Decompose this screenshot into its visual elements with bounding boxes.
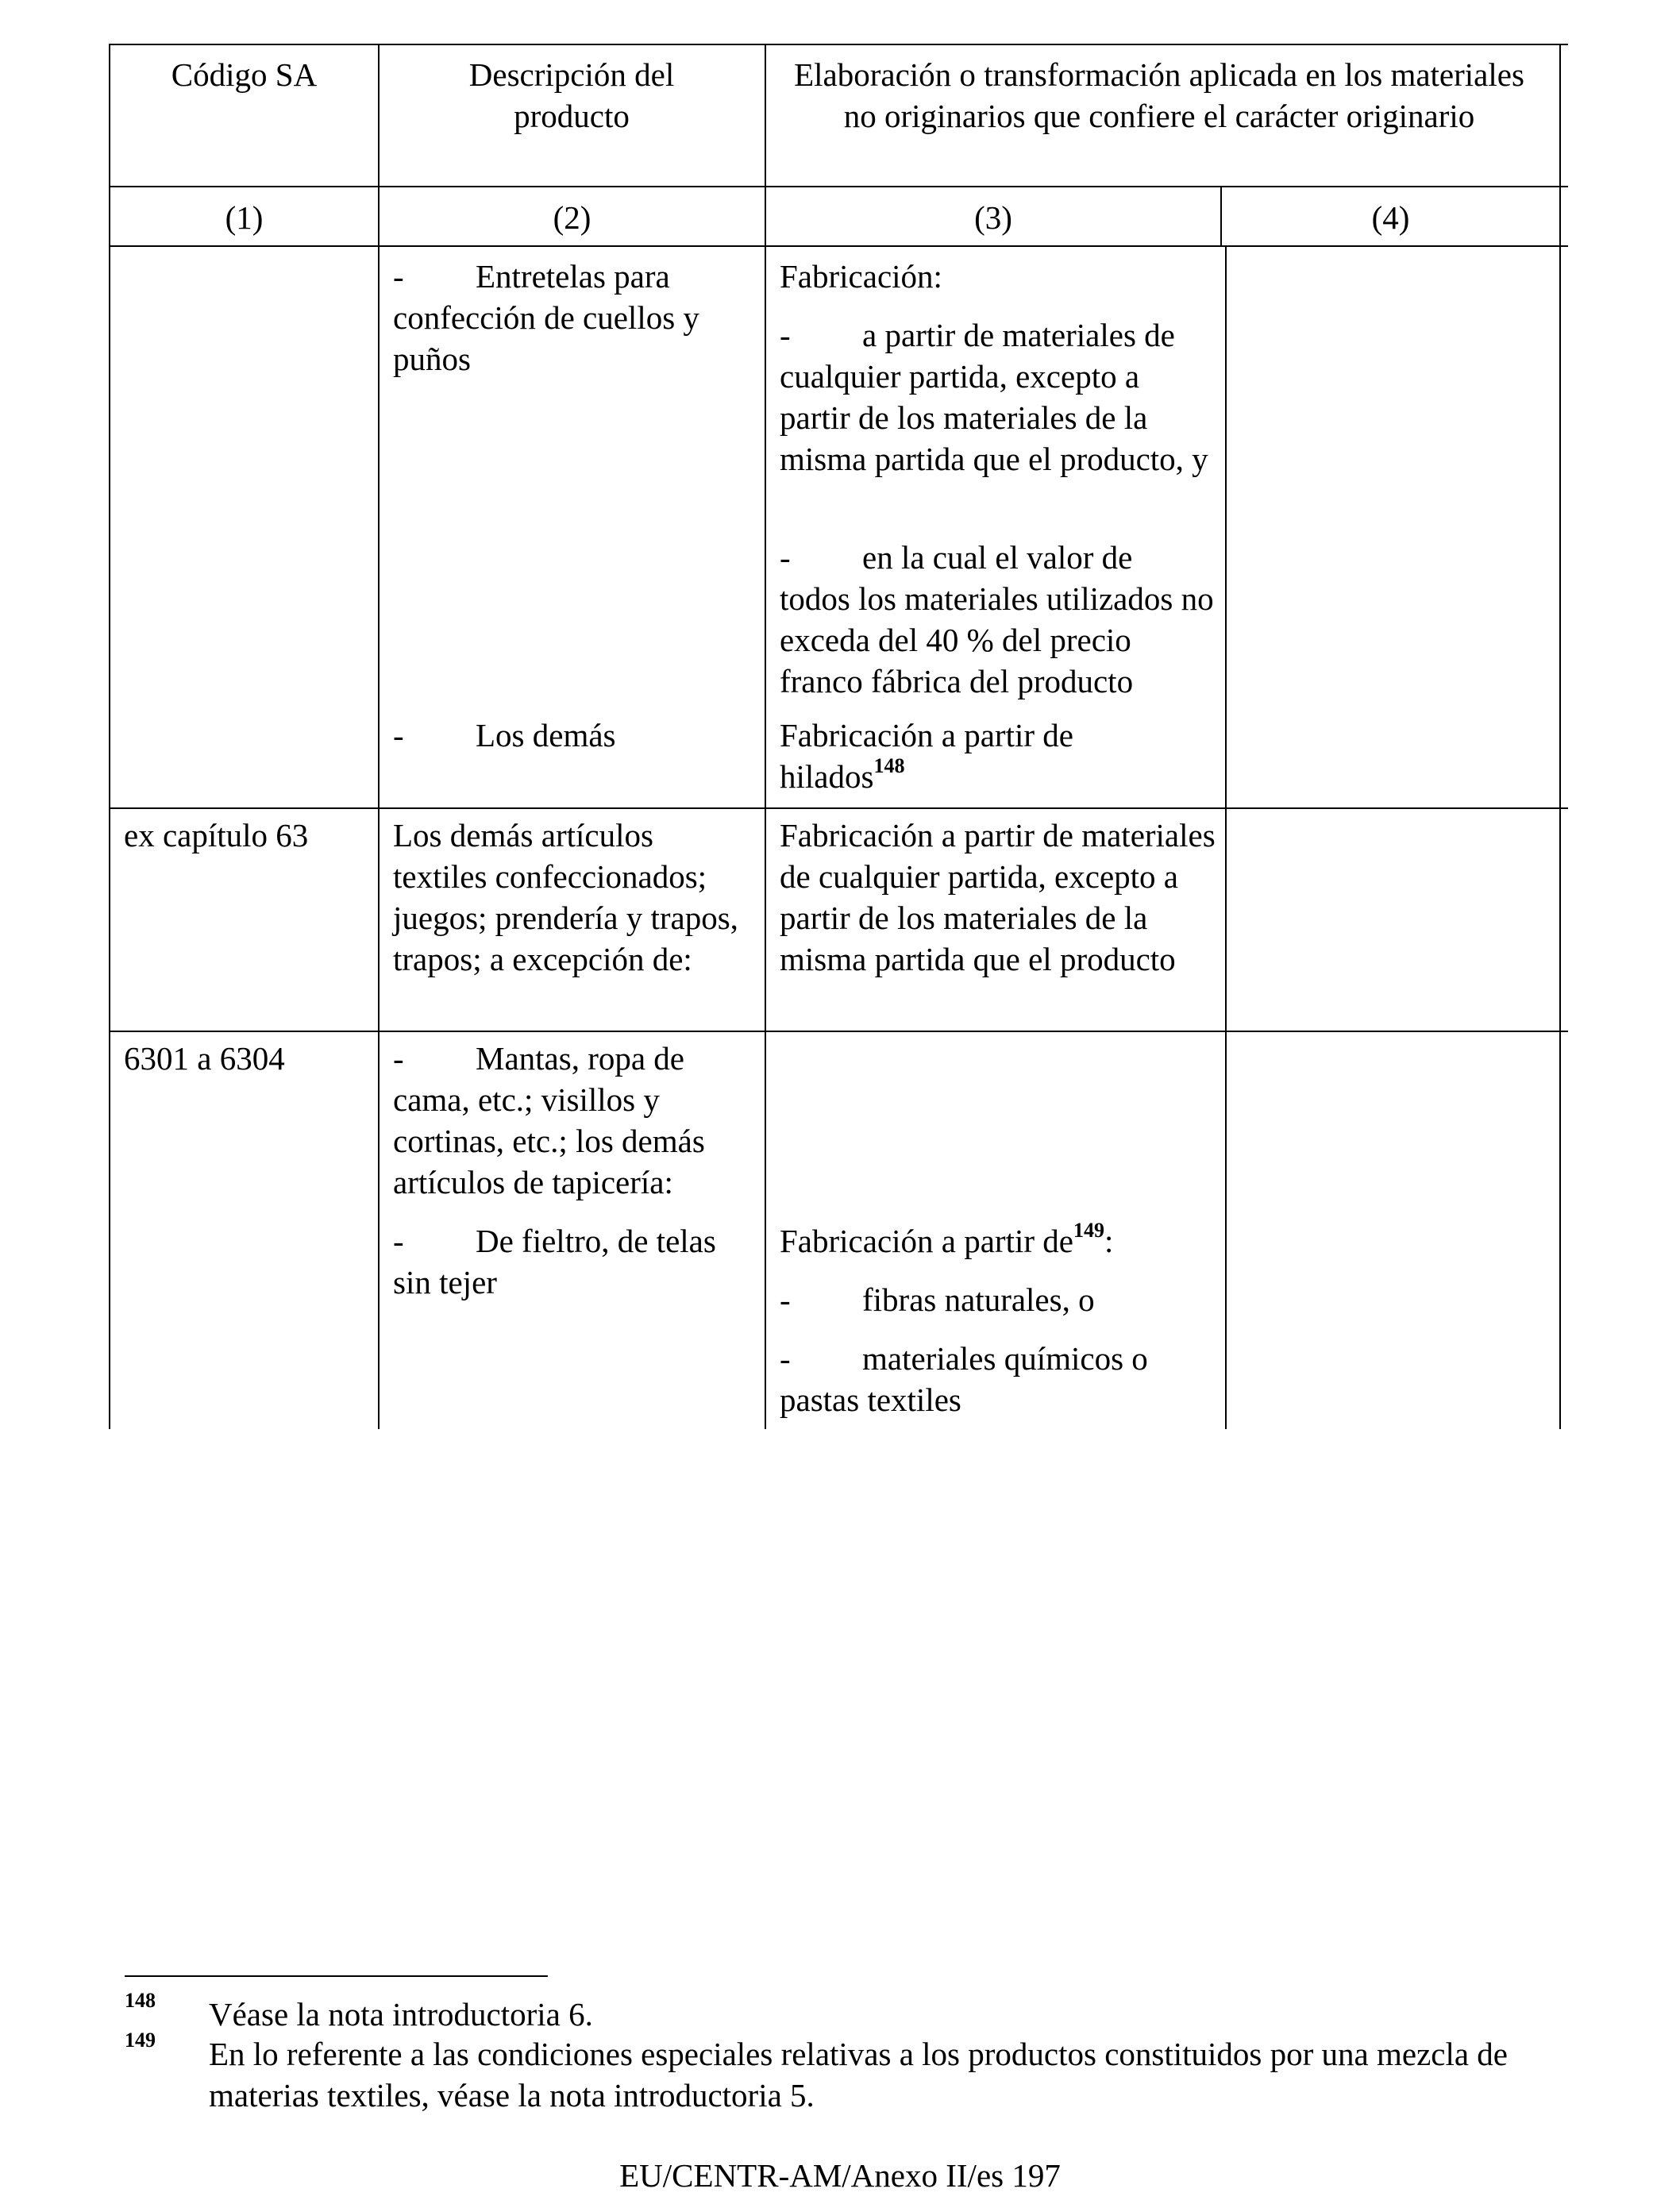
row3-desc-fieltro: - De fieltro, de telas sin tejer bbox=[393, 1220, 750, 1303]
header-elaboracion: Elaboración o transformación aplicada en los materiales no originarios que confiere el carácter originario bbox=[794, 56, 1524, 134]
row1-proc-fabricacion: Fabricación: bbox=[780, 258, 942, 295]
header-bottom-border bbox=[109, 186, 1568, 187]
row2-code: ex capítulo 63 bbox=[124, 817, 309, 853]
col-number-2: (2) bbox=[553, 199, 591, 236]
col4-left-border bbox=[1225, 245, 1227, 1429]
row1-proc-hilados: Fabricación a partir de hilados$^{148}$ bbox=[780, 717, 1073, 795]
col-number-1: (1) bbox=[225, 199, 264, 236]
header-descripcion: Descripción del producto bbox=[468, 56, 675, 134]
row2-bottom-border bbox=[109, 1031, 1568, 1032]
dash: - bbox=[780, 1340, 791, 1377]
footnote-separator bbox=[125, 1975, 548, 1977]
table-left-border bbox=[109, 44, 110, 1429]
col-number-3: (3) bbox=[974, 199, 1012, 236]
dash: - bbox=[393, 1040, 404, 1077]
header-codigo-sa: Código SA bbox=[171, 56, 318, 93]
footnote-text-149: En lo referente a las condiciones especiales relativas a los productos constituidos por una mezcla de materias textiles, véase la nota introductoria 5. bbox=[209, 2036, 1508, 2113]
page-footer: EU/CENTR-AM/Anexo II/es 197 bbox=[619, 2157, 1061, 2194]
row3-code: 6301 a 6304 bbox=[124, 1040, 285, 1077]
col3-left-border bbox=[765, 44, 766, 1429]
row3-proc-quimicos: - materiales químicos o pastas textiles bbox=[780, 1338, 1220, 1420]
footnote-text-148: Véase la nota introductoria 6. bbox=[209, 1996, 593, 2033]
row1-desc-entretelas: - Entretelas para confección de cuellos y puños bbox=[393, 256, 742, 380]
row1-proc-valor: - en la cual el valor de todos los materiales utilizados no exceda del 40 % del precio franco fábrica del producto bbox=[780, 537, 1220, 702]
dash: - bbox=[780, 539, 791, 576]
table-right-border bbox=[1559, 44, 1561, 1429]
table-top-border bbox=[109, 44, 1568, 45]
row1-desc-los-demas: - Los demás bbox=[393, 715, 742, 756]
row2-proc: Fabricación a partir de materiales de cualquier partida, excepto a partir de los materiales de la misma partida que el producto bbox=[780, 817, 1216, 977]
row3-proc-fabricacion: Fabricación a partir $de^{149}$: bbox=[780, 1219, 1114, 1259]
col-number-4: (4) bbox=[1371, 199, 1410, 236]
row1-proc-partida: - a partir de materiales de cualquier partida, excepto a partir de los materiales de la misma partida que el producto, y bbox=[780, 314, 1212, 480]
row1-bottom-border bbox=[109, 807, 1568, 809]
footnote-number-148: 148 bbox=[125, 1989, 156, 2012]
dash: - bbox=[393, 258, 404, 295]
dash: - bbox=[393, 717, 404, 753]
footnote-ref-148[interactable]: 148 bbox=[873, 754, 905, 778]
footnote-ref-149[interactable]: 149 bbox=[1073, 1219, 1104, 1243]
dash: - bbox=[780, 1281, 791, 1318]
row3-proc-fibras: - fibras naturales, o bbox=[780, 1279, 1220, 1320]
row2-desc: Los demás artículos textiles confeccionados; juegos; prendería y trapos, trapos; a excepción de: bbox=[393, 817, 738, 977]
dash: - bbox=[780, 317, 791, 353]
row3-desc-mantas: - Mantas, ropa de cama, etc.; visillos y cortinas, etc.; los demás artículos de tapicería: bbox=[393, 1038, 750, 1203]
dash: - bbox=[393, 1223, 404, 1259]
numbers-bottom-border bbox=[109, 245, 1568, 247]
footnote-number-149: 149 bbox=[125, 2029, 156, 2052]
col2-left-border bbox=[378, 44, 380, 1429]
